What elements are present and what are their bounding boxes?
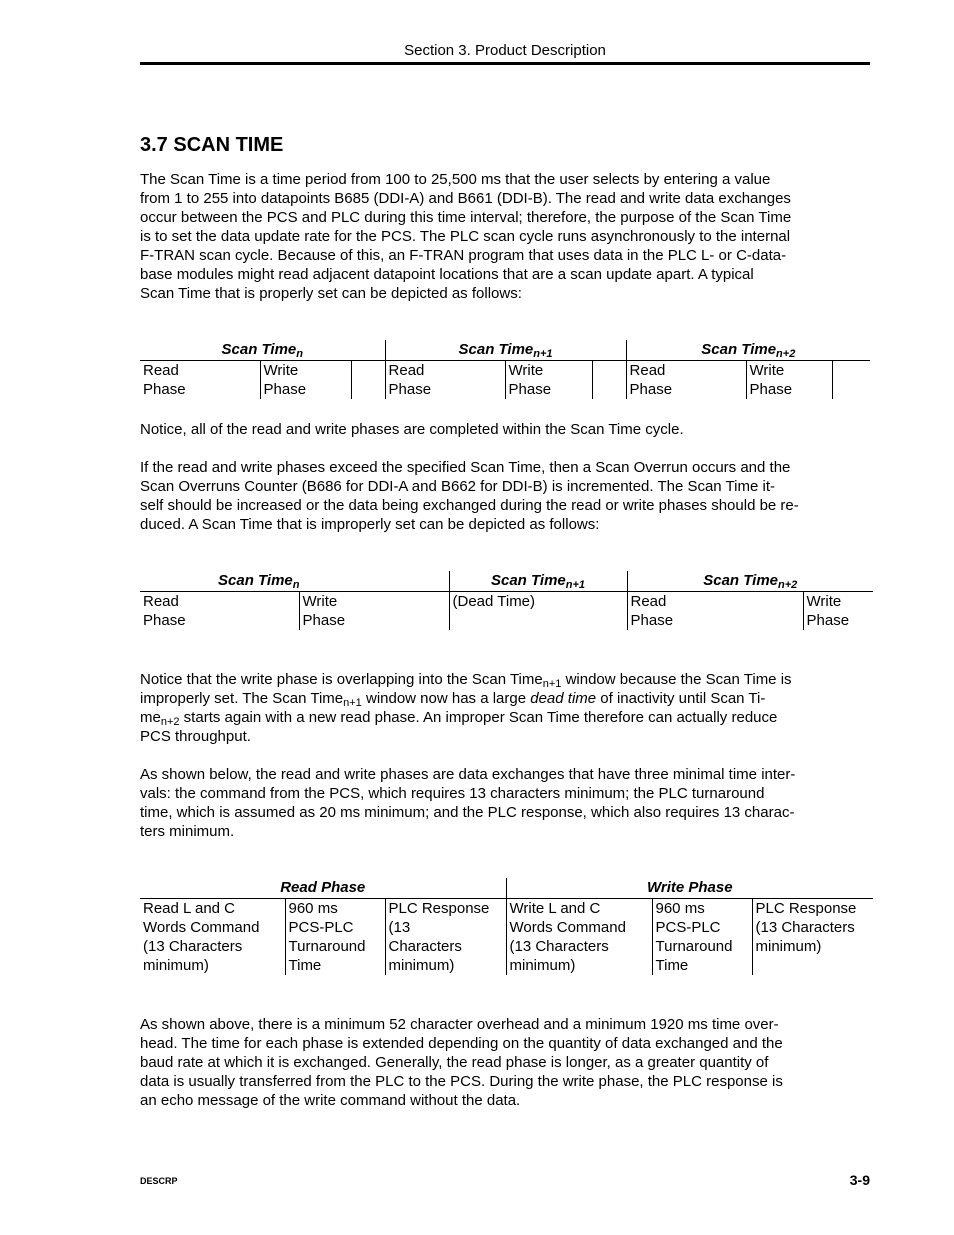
table-cell [351,361,385,400]
table-cell: 960 ms PCS-PLC Turnaround Time [285,899,385,976]
paragraph-notice [140,420,870,439]
scan-time-table-proper [140,340,870,399]
column-header-scan-time-n: Scan Time$_n$ [140,571,449,592]
table-cell: Read Phase [626,361,746,400]
table-cell: Read Phase [627,592,803,631]
header-rule [140,62,870,65]
paragraph-intro [140,170,870,303]
paragraph-overrun [140,458,870,534]
table-cell: Write Phase [260,361,351,400]
table-cell: 960 ms PCS-PLC Turnaround Time [652,899,752,976]
paragraph-text: Notice that the write phase is overlapping into the Scan Time$_{n+1}$ window because the Scan Time is improperly set. The Scan Time$_{n+1}$ window now has a large dead time of inactivity until Scan Ti- $me_{n+2}$ starts again with a new read phase. An improper Scan Time therefore can actually reduce PCS throughput. [140,671,792,745]
table-cell [832,361,870,400]
section-heading: 3.7 SCAN TIME [140,134,284,156]
column-header-write-phase: Write Phase [506,878,873,899]
paragraph-text: As shown above, there is a minimum 52 character overhead and a minimum 1920 ms time over- head. The time for each phase is extended depending on the quantity of data exchanged and the baud rate at which it is exchanged. Generally, the read phase is longer, as a greater quantity of data is usually transferred from the PLC to the PCS. During the write phase, the PLC response is an echo message of the write command without the data. [140,1016,783,1109]
table-cell [592,361,626,400]
phase-detail-table [140,878,873,975]
table-cell: Read Phase [143,593,186,629]
table-cell: Write Phase [505,361,592,400]
table-cell: Read L and C Words Command (13 Characters minimum) [143,900,260,974]
table-cell: Write Phase [746,361,832,400]
table-cell: Write Phase [299,592,449,631]
paragraph-text: Notice, all of the read and write phases are completed within the Scan Time cycle. [140,421,684,438]
column-header-scan-time-n1: Scan Time$_{n+1}$ [385,340,626,361]
table-row [140,592,873,631]
column-header-scan-time-n2: Scan Time$_{n+2}$ [627,571,873,592]
paragraph-intervals [140,765,870,841]
table-row [140,361,870,400]
paragraph-text: As shown below, the read and write phases are data exchanges that have three minimal time inter- vals: the command from the PCS, which requires 13 characters minimum; the PLC turnaround time, which is assumed as 20 ms minimum; and the PLC response, which also requires 13 charac- ters minimum. [140,766,796,840]
table-cell: Write Phase [803,592,873,631]
running-header: Section 3. Product Description [404,42,606,59]
paragraph-overlap [140,670,870,746]
paragraph-text: The Scan Time is a time period from 100 to 25,500 ms that the user selects by entering a value from 1 to 255 into datapoints B685 (DDI-A) and B661 (DDI-B). The read and write data exchanges occur between the PCS and PLC during this time interval; therefore, the purpose of the Scan Time is to set the data update rate for the PCS. The PLC scan cycle runs asynchronously to the internal F-TRAN scan cycle. Because of this, an F-TRAN program that uses data in the PLC L- or C-data- base modules might read adjacent datapoint locations that are a scan update apart. A typical Scan Time that is properly set can be depicted as follows: [140,171,792,302]
table-cell: Read Phase [143,362,186,398]
table-cell: (Dead Time) [449,592,627,631]
column-header-scan-time-n: Scan Time$_n$ [140,340,385,361]
column-header-scan-time-n1: Scan Time$_{n+1}$ [449,571,627,592]
page-number: 3-9 [849,1172,870,1188]
table-row [140,899,873,976]
column-header-scan-time-n2: Scan Time$_{n+2}$ [626,340,870,361]
footer-doc-code: DESCRP [140,1176,178,1186]
table-cell: PLC Response (13 Characters minimum) [752,899,873,976]
paragraph-overhead [140,1015,870,1110]
table-cell: Write L and C Words Command (13 Characters minimum) [506,899,652,976]
paragraph-text: If the read and write phases exceed the specified Scan Time, then a Scan Overrun occurs and the Scan Overruns Counter (B686 for DDI-A and B662 for DDI-B) is incremented. The Scan Time it- self should be increased or the data being exchanged during the read or write phases should be re- duced. A Scan Time that is improperly set can be depicted as follows: [140,459,799,533]
table-cell: PLC Response (13 Characters minimum) [385,899,506,976]
table-cell: Read Phase [385,361,505,400]
column-header-read-phase: Read Phase [140,878,506,899]
scan-time-table-improper [140,571,873,630]
